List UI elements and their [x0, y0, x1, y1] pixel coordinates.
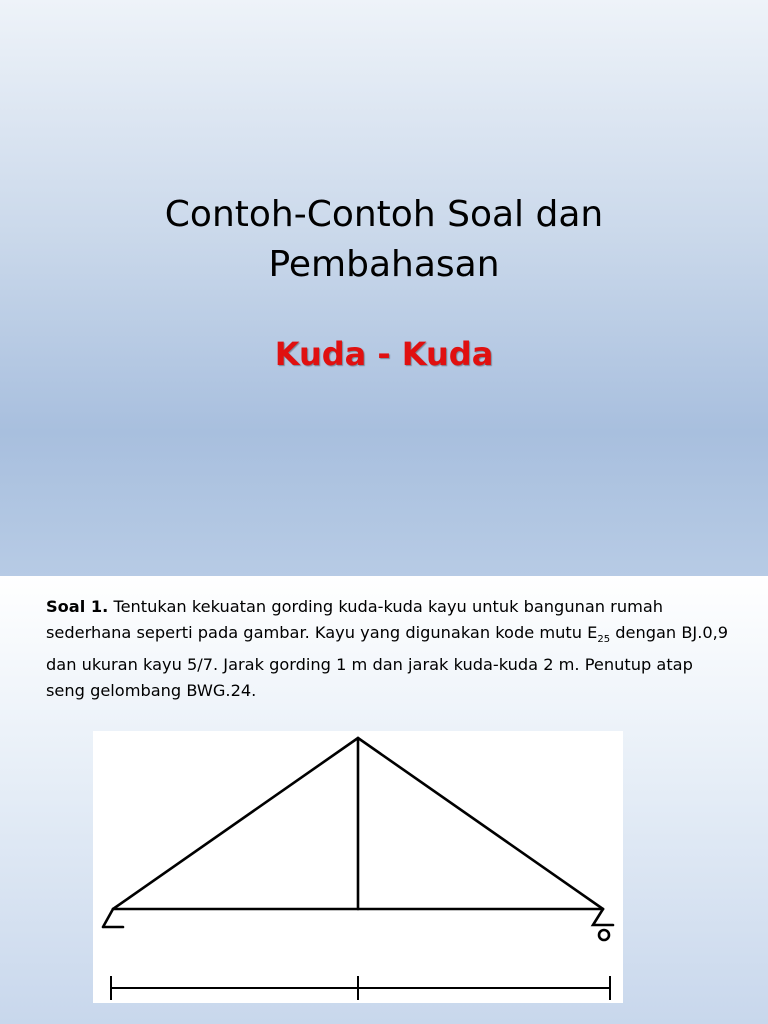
title-line-1: Contoh-Contoh Soal dan: [164, 194, 604, 235]
truss-diagram: [93, 731, 623, 1003]
problem-statement: [46, 594, 736, 703]
roller-support-right: [593, 909, 613, 925]
title-line-2: Pembahasan: [268, 244, 500, 285]
left-rafter: [113, 738, 358, 909]
right-rafter: [358, 738, 603, 909]
problem-text-part1: Tentukan kekuatan gording kuda-kuda kayu untuk bangunan rumah sederhana seperti pada gambar. Kayu yang digunakan kode mutu E: [46, 597, 664, 642]
problem-text-part2: dengan BJ.0,9 dan ukuran kayu 5/7. Jarak gording 1 m dan jarak kuda-kuda 2 m. Penutup atap seng gelombang BWG.24.: [46, 622, 729, 700]
truss-figure: [93, 731, 623, 1003]
grade-subscript: 25: [597, 633, 611, 645]
pin-support-left: [103, 909, 123, 927]
problem-label: Soal 1.: [46, 597, 109, 616]
slide-subtitle: Kuda - Kuda: [274, 335, 494, 373]
slide-title: [0, 190, 768, 290]
roller-wheel: [599, 930, 609, 940]
